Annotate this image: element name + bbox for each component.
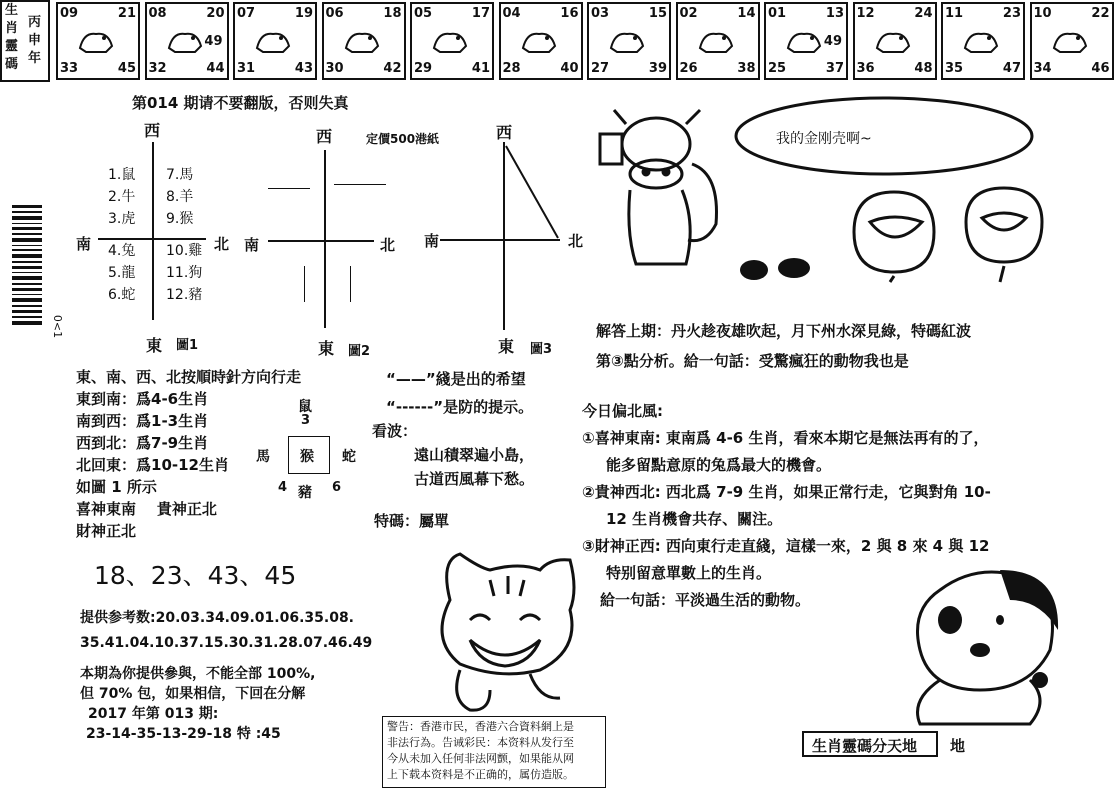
cell-number: 01 xyxy=(768,6,787,21)
zodiac-cell xyxy=(233,2,317,80)
fig1-label: 圖1 xyxy=(176,338,199,353)
today-item-cont: 能多留點意原的兔爲最大的機會。 xyxy=(606,456,832,474)
cell-number: 28 xyxy=(502,61,521,76)
reference-numbers-2: 35.41.04.10.37.15.30.31.28.07.46.49 xyxy=(80,635,373,651)
cell-number: 14 xyxy=(737,6,756,21)
fig2-dash xyxy=(268,188,310,189)
cell-number: 11 xyxy=(945,6,964,21)
cell-number: 10 xyxy=(1033,6,1052,21)
dog-icon xyxy=(961,26,991,54)
fig3-south: 南 xyxy=(424,232,440,250)
brand-block xyxy=(0,0,50,82)
rule-line: 財神正北 xyxy=(76,522,137,540)
zodiac-cell xyxy=(322,2,406,80)
horse-icon xyxy=(607,26,637,54)
footer-brand-tail: 地 xyxy=(950,737,966,755)
cell-number: 17 xyxy=(471,6,490,21)
cell-number: 36 xyxy=(856,61,875,76)
cell-number: 40 xyxy=(560,61,579,76)
ox-icon xyxy=(165,26,195,54)
cell-number: 39 xyxy=(648,61,667,76)
zodiac-cell xyxy=(145,2,229,80)
cross-center: 猴 xyxy=(300,449,314,465)
cell-number: 43 xyxy=(294,61,313,76)
dog-cartoon-icon xyxy=(880,560,1080,730)
fig1-north: 北 xyxy=(214,235,230,253)
cell-number: 23 xyxy=(1002,6,1021,21)
cell-number: 02 xyxy=(679,6,698,21)
fig1-west: 西 xyxy=(144,121,161,140)
cell-number: 32 xyxy=(148,61,167,76)
zodiac-list-item: 6.蛇 xyxy=(108,287,136,303)
zodiac-list-item: 9.猴 xyxy=(166,211,194,227)
cell-number: 24 xyxy=(914,6,933,21)
zodiac-list-item: 11.狗 xyxy=(166,265,203,281)
cell-number: 26 xyxy=(679,61,698,76)
today-title: 今日偏北風: xyxy=(582,402,663,420)
warning-box: 警告：香港市民，香港六合資料網上是 非法行為。告诫彩民：本资料从发行至 今从未加入任何非法网颤，如果能从网 上下载本资料是不正确的，属仿造版。 xyxy=(382,716,606,788)
fig2-dash xyxy=(304,266,305,302)
fig2-dash xyxy=(334,184,386,185)
cross-top-number: 3 xyxy=(301,413,311,428)
today-item: ②貴神西北: 西北爲 7-9 生肖，如果正常行走，它與對角 10- xyxy=(582,483,991,501)
cell-number: 05 xyxy=(414,6,433,21)
legend-line-2: “------”是防的提示。 xyxy=(386,398,534,416)
cell-number: 30 xyxy=(325,61,344,76)
cell-number: 08 xyxy=(148,6,167,21)
zodiac-list-item: 5.龍 xyxy=(108,265,136,281)
fig2-north: 北 xyxy=(380,236,396,254)
tiger-cartoon-icon xyxy=(420,540,590,720)
today-item: ①喜神東南: 東南爲 4-6 生肖，看來本期它是無法再有的了， xyxy=(582,429,989,447)
zodiac-cell xyxy=(410,2,494,80)
snake-icon xyxy=(519,26,549,54)
poem-label: 看波： xyxy=(372,422,418,440)
rule-line: 南到西：爲1-3生肖 xyxy=(76,412,209,430)
zodiac-cell xyxy=(499,2,583,80)
rule-line: 喜神東南 貴神正北 xyxy=(76,500,217,518)
monkey-icon xyxy=(784,26,814,54)
zodiac-list-item: 8.羊 xyxy=(166,189,194,205)
legend-line-1: “——”綫是出的希望 xyxy=(386,370,526,388)
brand-char: 生 xyxy=(5,3,19,18)
special-code: 特碼：屬單 xyxy=(374,512,450,530)
cross-bottom: 豬 xyxy=(298,485,312,501)
brand-char: 碼 xyxy=(5,57,19,72)
poem-line-2: 古道西風幕下愁。 xyxy=(414,470,535,488)
brand-char: 肖 xyxy=(5,21,19,36)
cell-number: 42 xyxy=(383,61,402,76)
cross-left: 馬 xyxy=(256,449,270,465)
zodiac-cell xyxy=(853,2,937,80)
speech-text: 我的金刚壳啊~ xyxy=(776,131,872,147)
cell-number: 09 xyxy=(60,6,79,21)
brand-char: 靈 xyxy=(5,39,19,54)
fig2-label: 圖2 xyxy=(348,344,371,359)
rule-line: 東到南：爲4-6生肖 xyxy=(76,390,209,408)
zodiac-cell xyxy=(764,2,848,80)
fig2-east: 東 xyxy=(318,339,335,358)
cell-number: 27 xyxy=(591,61,610,76)
cross-br-number: 6 xyxy=(332,480,342,495)
rules-intro: 東、南、西、北按順時針方向行走 xyxy=(76,368,302,386)
cell-number: 48 xyxy=(914,61,933,76)
cell-number: 44 xyxy=(206,61,225,76)
rule-line: 北回東：爲10-12生肖 xyxy=(76,456,229,474)
cell-number: 33 xyxy=(60,61,79,76)
cell-number: 45 xyxy=(117,61,136,76)
barcode-text: 0<1 xyxy=(51,314,65,339)
answer-line-2: 第③點分析。給一句話：受驚瘋狂的動物我也是 xyxy=(596,352,909,370)
zodiac-strip xyxy=(0,0,1110,84)
pig-icon xyxy=(1050,26,1080,54)
cell-number: 37 xyxy=(825,61,844,76)
barcode xyxy=(12,205,42,345)
rule-line: 西到北：爲7-9生肖 xyxy=(76,434,209,452)
zodiac-list-item: 7.馬 xyxy=(166,167,194,183)
fig1-vertical-line xyxy=(152,142,154,320)
fig1-east: 東 xyxy=(146,336,163,355)
fig3-east: 東 xyxy=(498,337,515,356)
cell-number: 15 xyxy=(648,6,667,21)
zodiac-cell xyxy=(1030,2,1114,80)
cell-number: 18 xyxy=(383,6,402,21)
today-item-cont: 12 生肖機會共存、關注。 xyxy=(606,510,783,528)
zodiac-cell xyxy=(56,2,140,80)
cross-bl-number: 4 xyxy=(278,480,288,495)
reference-numbers: 提供参考数:20.03.34.09.01.06.35.08. xyxy=(80,610,355,626)
footer-brand: 生肖靈碼分天地 xyxy=(812,737,918,755)
cell-number: 38 xyxy=(737,61,756,76)
cell-number: 47 xyxy=(1002,61,1021,76)
zodiac-list-item: 1.鼠 xyxy=(108,167,136,183)
zodiac-cell xyxy=(676,2,760,80)
zodiac-list-item: 12.豬 xyxy=(166,287,203,303)
zodiac-list-item: 3.虎 xyxy=(108,211,136,227)
header-line: 第014 期请不要翻版，否则失真 xyxy=(132,94,349,112)
cell-number: 21 xyxy=(117,6,136,21)
fig3-lines xyxy=(440,140,570,340)
rabbit-icon xyxy=(342,26,372,54)
fig1-south: 南 xyxy=(76,235,92,253)
cell-number: 29 xyxy=(414,61,433,76)
cell-number: 12 xyxy=(856,6,875,21)
dragon-icon xyxy=(430,26,460,54)
cross-right: 蛇 xyxy=(342,449,356,465)
fig2-vertical-line xyxy=(324,150,326,328)
fig1-left-list xyxy=(108,164,135,306)
fig1-right-list xyxy=(166,164,202,306)
cell-number: 31 xyxy=(237,61,256,76)
cell-number: 19 xyxy=(294,6,313,21)
period-note: 本期為你提供參與，不能全部 100%, 但 70% 包，如果相信，下回在分解 2017 年第 013 期: 23-14-35-13-29-18 特 :45 xyxy=(80,666,316,742)
cell-number: 22 xyxy=(1091,6,1110,21)
cell-number: 20 xyxy=(206,6,225,21)
rooster-icon xyxy=(873,26,903,54)
rat-icon xyxy=(76,26,106,54)
brand-char: 丙 xyxy=(28,15,42,30)
cell-number: 03 xyxy=(591,6,610,21)
cell-number: 25 xyxy=(768,61,787,76)
cell-number: 13 xyxy=(825,6,844,21)
price-note: 定價500港紙 xyxy=(366,132,440,146)
cell-number: 46 xyxy=(1091,61,1110,76)
zodiac-cell xyxy=(587,2,671,80)
today-item-cont: 特别留意單數上的生肖。 xyxy=(606,564,772,582)
goat-icon xyxy=(696,26,726,54)
fig3-west: 西 xyxy=(496,123,513,142)
brand-char: 申 xyxy=(28,33,42,48)
cross-top: 鼠 xyxy=(298,399,312,415)
cell-number: 35 xyxy=(945,61,964,76)
cell-number: 06 xyxy=(325,6,344,21)
faces-cartoon-icon xyxy=(734,92,1080,282)
cell-number: 07 xyxy=(237,6,256,21)
zodiac-list-item: 2.牛 xyxy=(108,189,136,205)
rule-line: 如圖 1 所示 xyxy=(76,478,157,496)
fig2-horizontal-line xyxy=(268,240,374,242)
cell-number: 16 xyxy=(560,6,579,21)
cell-number: 34 xyxy=(1033,61,1052,76)
answer-line-1: 解答上期：丹火趁夜雄吹起，月下州水深見綠，特碼紅波 xyxy=(596,322,972,340)
zodiac-cell xyxy=(941,2,1025,80)
cell-number: 41 xyxy=(471,61,490,76)
cell-number: 04 xyxy=(502,6,521,21)
fig2-dash xyxy=(350,266,351,302)
cell-extra-number: 49 xyxy=(204,34,223,49)
tiger-icon xyxy=(253,26,283,54)
poem-line-1: 遠山積翠遍小島， xyxy=(414,446,535,464)
cow-cartoon-icon xyxy=(596,104,726,274)
cell-extra-number: 49 xyxy=(823,34,842,49)
zodiac-list-item: 10.雞 xyxy=(166,243,203,259)
fig2-south: 南 xyxy=(244,236,260,254)
fig2-west: 西 xyxy=(316,127,333,146)
zodiac-list-item: 4.兔 xyxy=(108,243,136,259)
today-item: ③財神正西: 西向東行走直綫，這樣一來，2 與 8 來 4 與 12 xyxy=(582,537,990,555)
big-numbers: 18、23、43、45 xyxy=(94,561,297,590)
fig3-north: 北 xyxy=(568,232,584,250)
today-summary: 給一句話：平淡過生活的動物。 xyxy=(600,591,811,609)
brand-char: 年 xyxy=(28,51,42,66)
fig3-label: 圖3 xyxy=(530,342,553,357)
